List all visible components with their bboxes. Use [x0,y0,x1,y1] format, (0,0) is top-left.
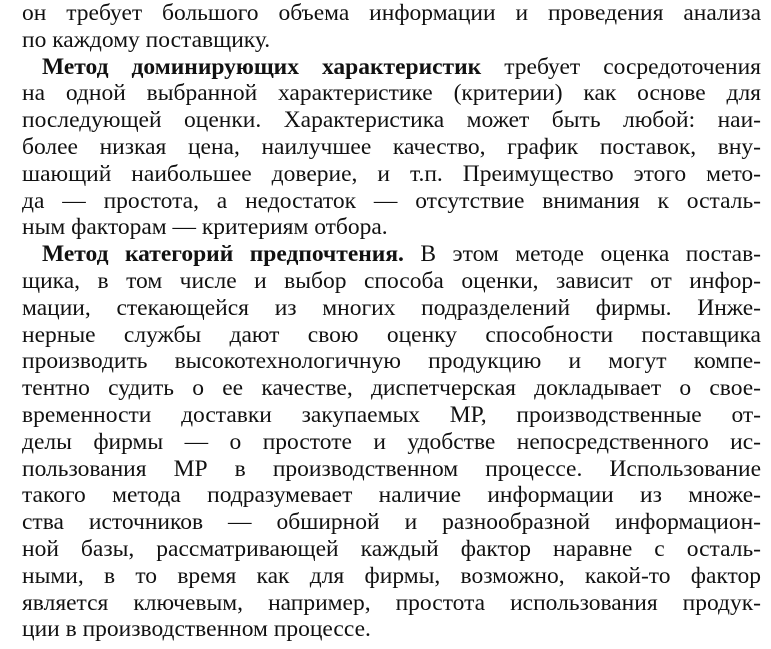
paragraph-preference-categories [22,241,761,643]
text-line: он требует большого объема информации и проведения анализа [22,0,761,26]
term-heading: Метод доминирующих характеристик [42,53,482,80]
text-line [22,241,761,268]
text-run: В этом методе оценка постав- [403,241,761,268]
text-line [22,54,761,81]
text-line: является ключевым, например, простота использования продук- [22,589,761,616]
paragraph-dominant-characteristics [22,54,761,242]
text-line: временности доставки закупаемых МР, производственные от- [22,401,761,428]
text-line: последующей оценки. Характеристика может быть любой: наи- [22,107,761,134]
text-line: по каждому поставщику. [22,26,271,53]
text-run: требует сосредоточения [481,53,761,80]
text-line: более низкая цена, наилучшее качество, график поставок, вну- [22,133,761,160]
text-line: ства источников — обширной и разнообразной информацион- [22,509,761,536]
text-line: ными, в то время как для фирмы, возможно, какой-то фактор [22,562,761,589]
text-line: ной базы, рассматривающей каждый фактор наравне с осталь- [22,535,761,562]
text-line: делы фирмы — о простоте и удобстве непосредственного ис- [22,428,761,455]
text-line: ным факторам — критериям отбора. [22,214,388,241]
text-line: ции в производственном процессе. [22,616,371,643]
text-line: шающий наибольшее доверие, и т.п. Преимущество этого мето- [22,160,761,187]
paragraph-continuation [22,0,761,54]
text-line: такого метода подразумевает наличие информации из множе- [22,482,761,509]
text-line: на одной выбранной характеристике (критерии) как основе для [22,80,761,107]
text-line: тентно судить о ее качестве, диспетчерская докладывает о свое- [22,375,761,402]
text-line: производить высокотехнологичную продукцию и могут компе- [22,348,761,375]
term-heading: Метод категорий предпочтения. [42,241,404,268]
text-line: да — простота, а недостаток — отсутствие внимания к осталь- [22,187,761,214]
text-line: мации, стекающейся из многих подразделений фирмы. Инже- [22,294,761,321]
text-line: нерные службы дают свою оценку способности поставщика [22,321,761,348]
text-line: щика, в том числе и выбор способа оценки, зависит от инфор- [22,267,761,294]
text-line: пользования МР в производственном процессе. Использование [22,455,761,482]
